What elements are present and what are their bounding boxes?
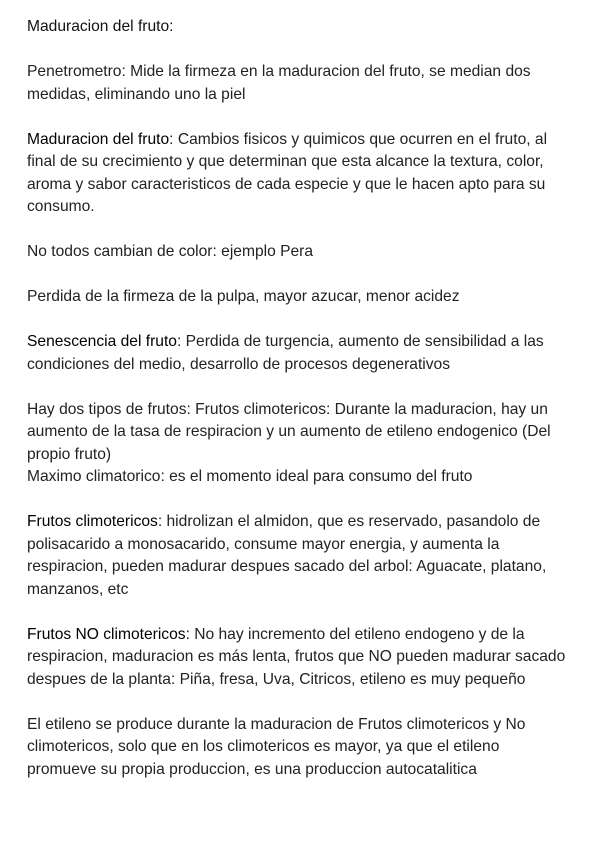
paragraph-maduracion (27, 129, 573, 219)
term-climotericos: Frutos climotericos (27, 513, 158, 530)
paragraph-tipos-frutos (27, 399, 573, 489)
paragraph-etileno: El etileno se produce durante la maduracion de Frutos climotericos y No climotericos, solo que en los climotericos es mayor, ya que el etileno promueve su propia produccion, es una produccion autocatalitica (27, 715, 526, 778)
page-title: Maduracion del fruto: (27, 18, 174, 35)
paragraph-senescencia (27, 331, 573, 376)
term-no-climotericos: Frutos NO climotericos (27, 625, 186, 643)
definition-no-climotericos: : No hay incremento del etileno endogeno y de la respiracion, maduracion es más lenta, frutos que NO pueden madurar sacado despues de la planta: Piña, fresa, Uva, Citricos, etileno es muy pequeño (27, 625, 566, 688)
term-senescencia: Senescencia del fruto (27, 333, 177, 350)
paragraph-no-climotericos (27, 624, 573, 692)
paragraph-color: No todos cambian de color: ejemplo Pera (27, 243, 314, 260)
definition-maduracion: : Cambios fisicos y quimicos que ocurren en el fruto, al final de su crecimiento y que determinan que esta alcance la textura, color, aroma y sabor caracteristicos de cada especie y que le hacen apto para su consumo. (27, 130, 548, 215)
paragraph-penetrometro: Penetrometro: Mide la firmeza en la maduracion del fruto, se median dos medidas, eliminando uno la piel (27, 63, 531, 103)
maximo-climatorico-line: Maximo climatorico: es el momento ideal para consumo del fruto (27, 468, 473, 485)
definition-senescencia: : Perdida de turgencia, aumento de sensibilidad a las condiciones del medio, desarrollo de procesos degenerativos (27, 333, 544, 373)
paragraph-firmeza: Perdida de la firmeza de la pulpa, mayor azucar, menor acidez (27, 288, 460, 305)
tipos-frutos-line: Hay dos tipos de frutos: Frutos climotericos: Durante la maduracion, hay un aumento de la tasa de respiracion y un aumento de etileno endogenico (Del propio fruto) (27, 400, 551, 463)
term-maduracion: Maduracion del fruto (27, 130, 170, 148)
paragraph-climotericos (27, 511, 573, 601)
definition-climotericos: : hidrolizan el almidon, que es reservado, pasandolo de polisacarido a monosacarido, consume mayor energia, y aumenta la respiracion, pueden madurar despues sacado del arbol: Aguacate, platano, manzanos, etc (27, 513, 547, 598)
